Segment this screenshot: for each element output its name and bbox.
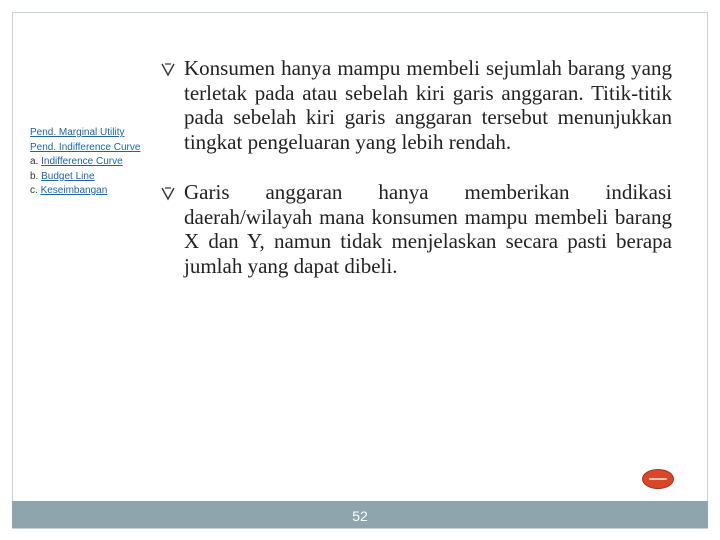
content-bullets xyxy=(160,56,672,278)
v-check-icon xyxy=(160,185,176,201)
sidebar-item-indifference-curve-approach[interactable] xyxy=(30,141,170,156)
bullet-text: Konsumen hanya mampu membeli sejumlah barang yang terletak pada atau sebelah kiri garis anggaran. Titik-titik pada sebelah kiri garis anggaran tersebut menunjukkan tingkat pengeluaran yang lebih rendah. xyxy=(184,56,672,154)
sidebar-item-indifference-curve[interactable] xyxy=(30,155,170,170)
home-oval-highlight xyxy=(649,478,667,480)
sidebar-item-marginal-utility[interactable] xyxy=(30,126,170,141)
sidebar-navigation xyxy=(30,126,170,199)
sidebar-link-indifference-curve-approach[interactable]: Pend. Indifference Curve xyxy=(30,141,141,153)
bullet-text: Garis anggaran hanya memberikan indikasi daerah/wilayah mana konsumen mampu membeli barang X dan Y, namun tidak menjelaskan secara pasti berapa jumlah yang dapat dibeli. xyxy=(184,180,672,278)
home-oval-icon[interactable] xyxy=(642,469,674,489)
bullet-item xyxy=(160,56,672,154)
sidebar-link-budget-line[interactable]: Budget Line xyxy=(41,170,95,182)
v-check-icon xyxy=(160,61,176,77)
sidebar-item-prefix: a. xyxy=(30,156,42,167)
page-number: 52 xyxy=(352,508,368,524)
sidebar-item-prefix: c. xyxy=(30,185,41,196)
sidebar-item-keseimbangan[interactable] xyxy=(30,184,170,199)
sidebar-link-keseimbangan[interactable]: Keseimbangan xyxy=(40,185,108,196)
sidebar-link-marginal-utility[interactable]: Pend. Marginal Utility xyxy=(30,127,125,138)
bullet-item xyxy=(160,180,672,278)
sidebar-item-budget-line[interactable] xyxy=(30,170,170,185)
sidebar-link-indifference-curve[interactable]: Indifference Curve xyxy=(41,156,123,167)
sidebar-item-prefix: b. xyxy=(30,170,42,182)
